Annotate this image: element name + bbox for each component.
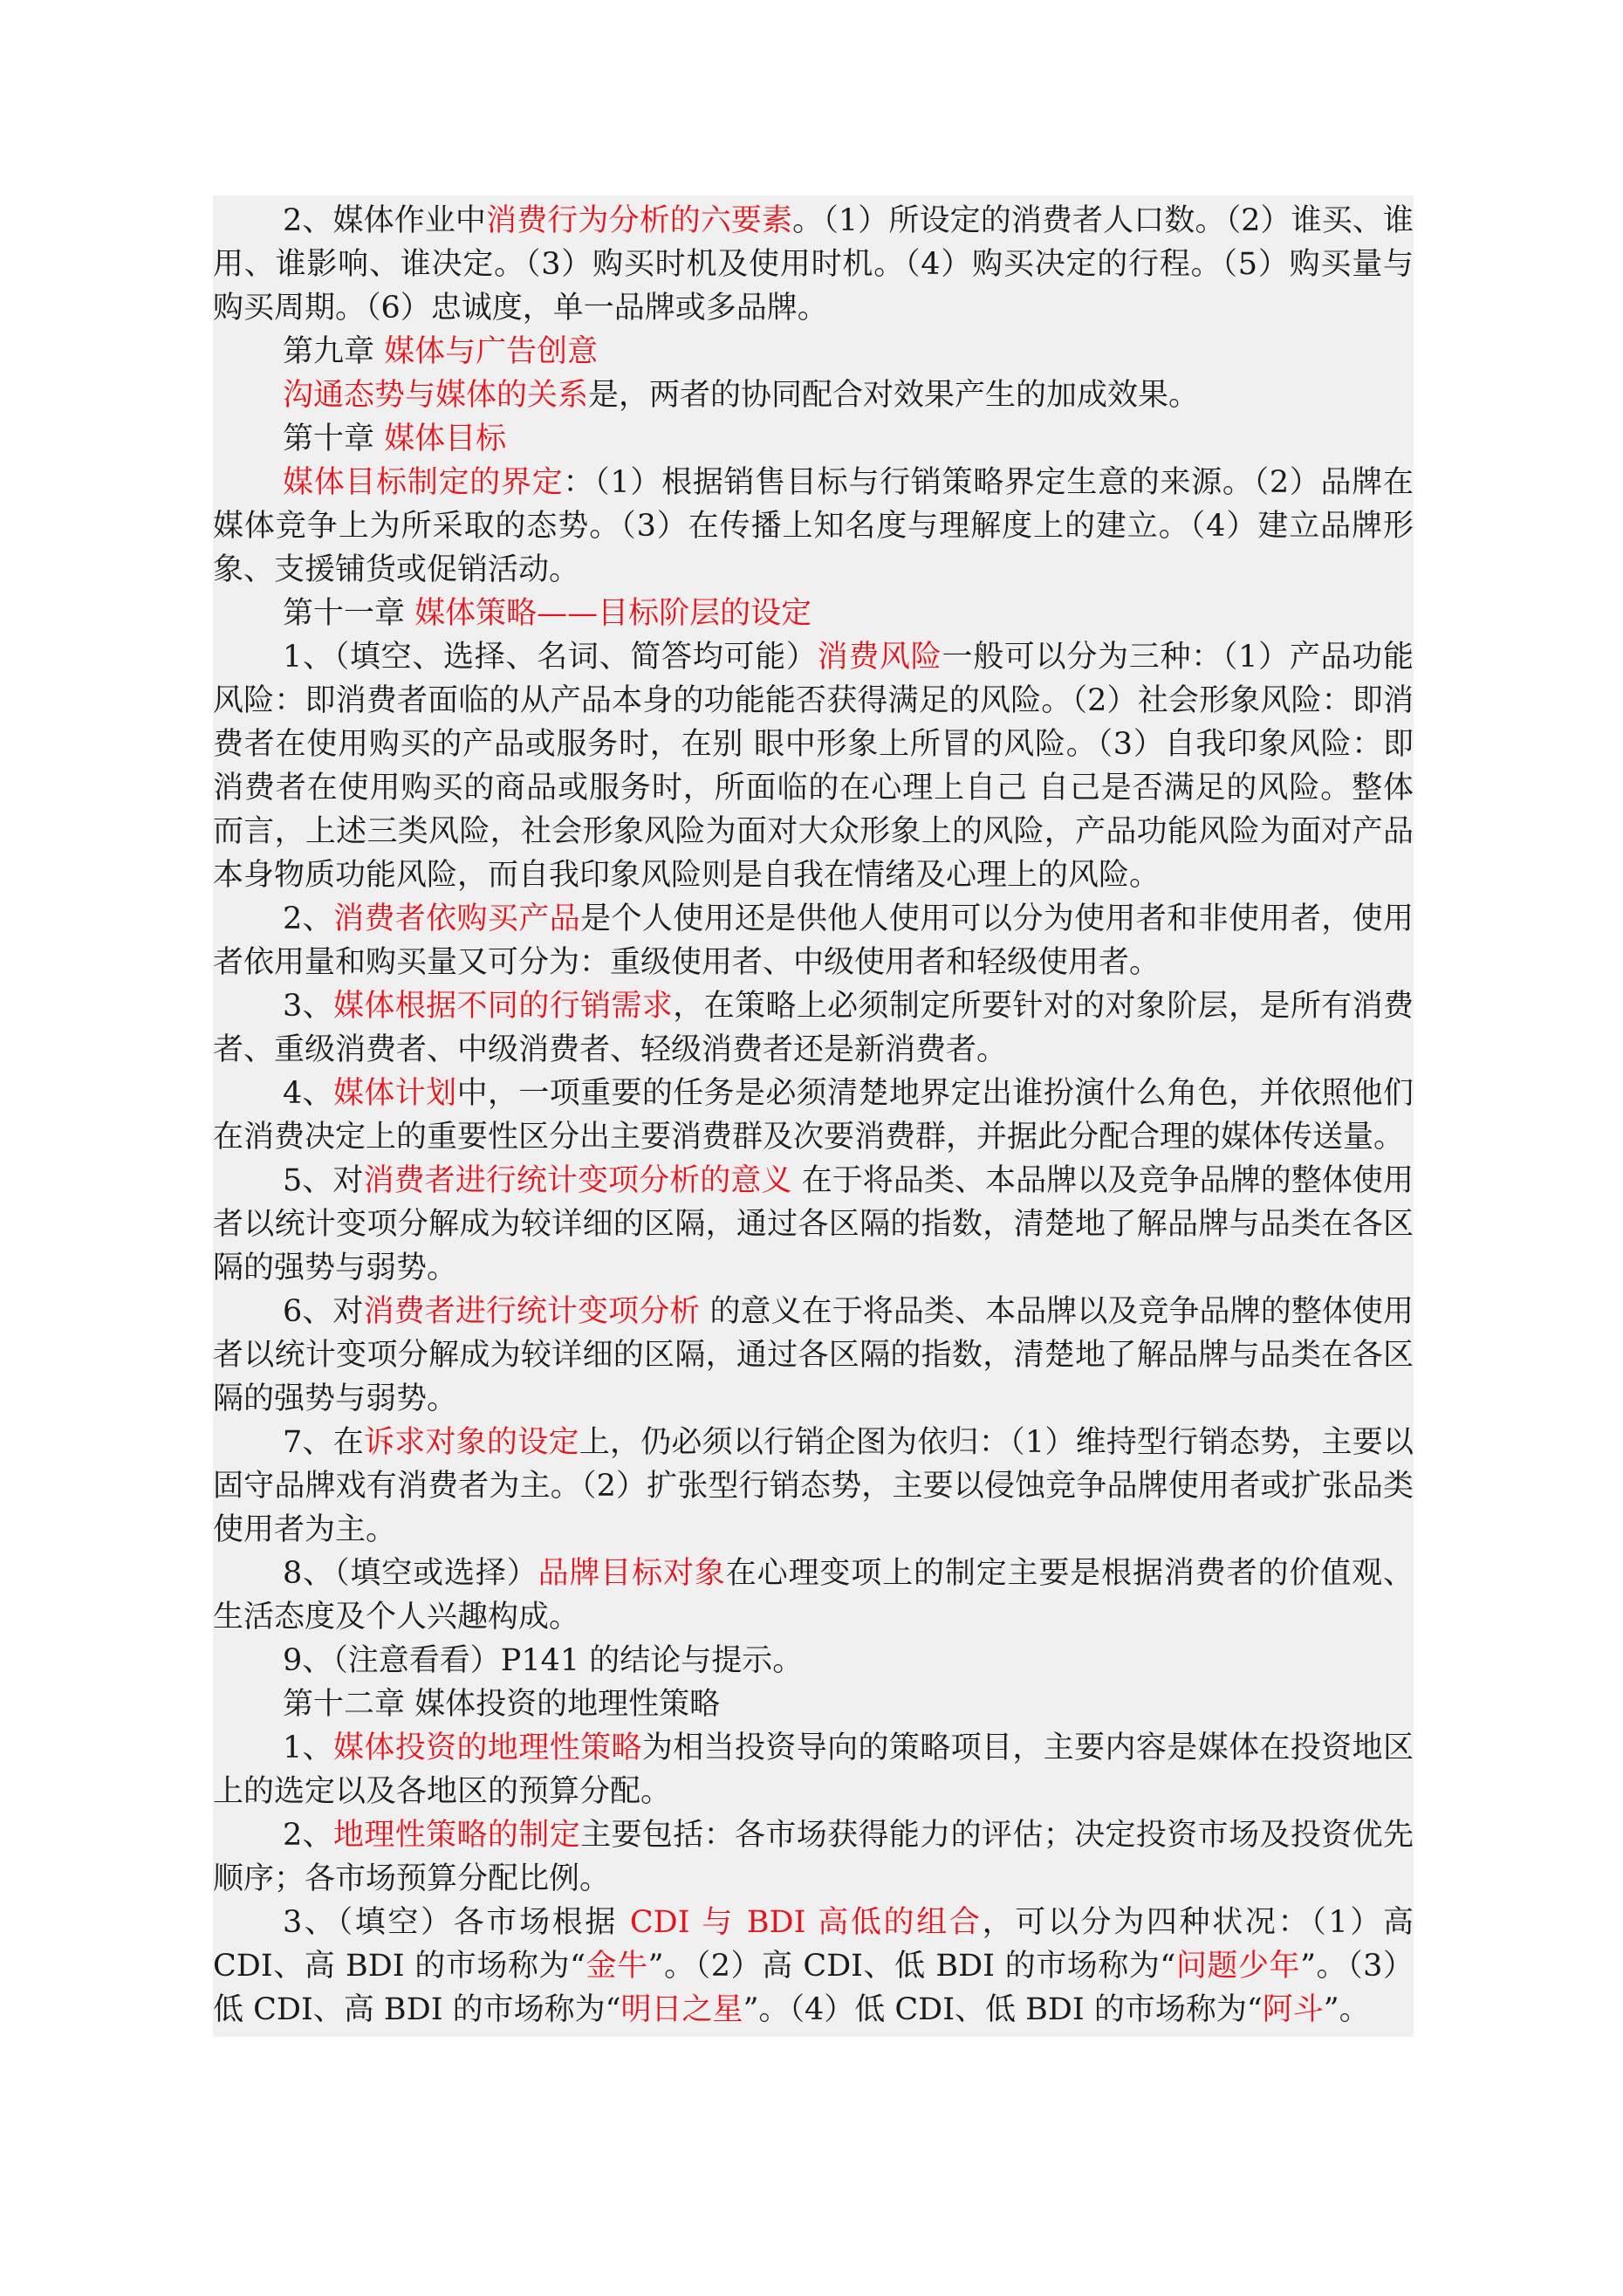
text-run: 一般可以分为三种：（1）产品功能风险：即消费者面临的从产品本身的功能能否获得满足的风险。（2）社会形象风险：即消费者在使用购买的产品或服务时，在别 眼中形象上所冒的风险。（3）自我印象风险：即消费者在使用购买的商品或服务时，所面临的在心理上自己 自己是否满足的风险。整体而言，上述三类风险，社会形象风险为面对大众形象上的风险，产品功能风险为面对产品本身物质功能风险，而自我印象风险则是自我在情绪及心理上的风险。 — [213, 640, 1414, 893]
highlight-run: 消费行为分析的六要素 — [486, 203, 793, 238]
highlight-run: 明日之星 — [620, 1992, 743, 2027]
paragraph — [213, 461, 1414, 592]
paragraph — [213, 635, 1414, 897]
highlight-run: 阿斗 — [1262, 1992, 1324, 2027]
text-run: 为相当投资导向的策略项目，主要内容是媒体在投资地区上的选定以及各地区的预算分配。 — [213, 1731, 1414, 1809]
paragraph — [213, 1639, 1414, 1683]
highlight-run: 沟通态势与媒体的关系 — [283, 378, 589, 413]
paragraph — [213, 199, 1414, 330]
document-body — [213, 195, 1414, 2037]
text-run: 2、媒体作业中 — [283, 203, 487, 238]
paragraph — [213, 1159, 1414, 1290]
paragraph — [213, 330, 1414, 374]
paragraph — [213, 1421, 1414, 1552]
paragraph — [213, 1552, 1414, 1639]
text-run: 中，一项重要的任务是必须清楚地界定出谁扮演什么角色，并依照他们在消费决定上的重要性区分出主要消费群及次要消费群，并据此分配合理的媒体传送量。 — [213, 1076, 1414, 1155]
text-run: ”。（3）低 CDI、高 BDI 的市场称为“ — [213, 1949, 1414, 2027]
text-run: 上，仍必须以行销企图为依归：（1）维持型行销态势，主要以固守品牌戏有消费者为主。（2）扩张型行销态势，主要以侵蚀竞争品牌使用者或扩张品类使用者为主。 — [213, 1425, 1414, 1547]
highlight-run: 媒体与广告创意 — [384, 334, 599, 369]
text-run: 第十章 — [283, 422, 385, 456]
text-run: 2、 — [283, 901, 334, 936]
highlight-run: 消费者依购买产品 — [333, 901, 581, 936]
text-run: 是个人使用还是供他人使用可以分为使用者和非使用者，使用者依用量和购买量又可分为：重级使用者、中级使用者和轻级使用者。 — [213, 901, 1414, 980]
highlight-run: 消费者进行统计变项分析的意义 — [363, 1163, 792, 1198]
text-run: 在心理变项上的制定主要是根据消费者的价值观、生活态度及个人兴趣构成。 — [213, 1556, 1414, 1635]
highlight-run: 地理性策略的制定 — [333, 1818, 581, 1853]
text-run: 是，两者的协同配合对效果产生的加成效果。 — [588, 378, 1200, 413]
highlight-run: 媒体投资的地理性策略 — [333, 1731, 642, 1765]
paragraph — [213, 1072, 1414, 1159]
text-run: 1、 — [283, 1731, 334, 1765]
text-run: 6、对 — [283, 1294, 364, 1329]
text-run: 5、对 — [283, 1163, 364, 1198]
highlight-run: CDI 与 BDI 高低的组合 — [629, 1905, 983, 1940]
text-run: ”。 — [1323, 1992, 1370, 2027]
paragraph — [213, 984, 1414, 1072]
paragraph — [213, 1683, 1414, 1726]
text-run: ，在策略上必须制定所要针对的对象阶层，是所有消费者、重级消费者、中级消费者、轻级消费者还是新消费者。 — [213, 989, 1414, 1067]
paragraph — [213, 592, 1414, 635]
highlight-run: 消费风险 — [817, 640, 942, 675]
text-run: 3、 — [283, 989, 334, 1024]
highlight-run: 消费者进行统计变项分析 — [363, 1294, 701, 1329]
highlight-run: 媒体策略——目标阶层的设定 — [414, 596, 812, 631]
paragraph — [213, 417, 1414, 461]
highlight-run: 媒体目标 — [384, 422, 507, 456]
highlight-run: 品牌目标对象 — [538, 1556, 726, 1591]
text-run: 第九章 — [283, 334, 385, 369]
highlight-run: 媒体根据不同的行销需求 — [333, 989, 674, 1024]
text-run: 主要包括：各市场获得能力的评估；决定投资市场及投资优先顺序；各市场预算分配比例。 — [213, 1818, 1414, 1896]
text-run: 的意义在于将品类、本品牌以及竞争品牌的整体使用者以统计变项分解成为较详细的区隔，通过各区隔的指数，清楚地了解品牌与品类在各区隔的强势与弱势。 — [213, 1294, 1414, 1416]
paragraph — [213, 897, 1414, 984]
paragraph — [213, 1290, 1414, 1421]
text-run: ”。（4）低 CDI、低 BDI 的市场称为“ — [743, 1992, 1263, 2027]
highlight-run: 金牛 — [585, 1949, 648, 1984]
highlight-run: 诉求对象的设定 — [364, 1425, 579, 1460]
highlight-run: 问题少年 — [1175, 1949, 1301, 1984]
text-run: 第十二章 媒体投资的地理性策略 — [283, 1687, 721, 1722]
text-run: 9、（注意看看）P141 的结论与提示。 — [283, 1643, 804, 1678]
text-run: 第十一章 — [283, 596, 415, 631]
text-run: 4、 — [283, 1076, 334, 1111]
text-run: 7、在 — [283, 1425, 364, 1460]
paragraph — [213, 1813, 1414, 1901]
text-run: 1、（填空、选择、名词、简答均可能） — [283, 640, 818, 675]
text-run: 在于将品类、本品牌以及竞争品牌的整体使用者以统计变项分解成为较详细的区隔，通过各区隔的指数，清楚地了解品牌与品类在各区隔的强势与弱势。 — [213, 1163, 1414, 1285]
text-run: 2、 — [283, 1818, 334, 1853]
text-run: 8、（填空或选择） — [283, 1556, 538, 1591]
text-run: ：（1）根据销售目标与行销策略界定生意的来源。（2）品牌在媒体竞争上为所采取的态势。（3）在传播上知名度与理解度上的建立。（4）建立品牌形象、支援铺货或促销活动。 — [213, 465, 1414, 587]
text-run: ”。（2）高 CDI、低 BDI 的市场称为“ — [647, 1949, 1176, 1984]
text-run: 。（1）所设定的消费者人口数。（2）谁买、谁用、谁影响、谁决定。（3）购买时机及使用时机。（4）购买决定的行程。（5）购买量与购买周期。（6）忠诚度，单一品牌或多品牌。 — [213, 203, 1414, 326]
paragraph — [213, 1726, 1414, 1813]
paragraph — [213, 374, 1414, 417]
highlight-run: 媒体目标制定的界定 — [283, 465, 564, 500]
text-run: 3、（填空）各市场根据 — [283, 1905, 630, 1940]
paragraph — [213, 1901, 1414, 2032]
highlight-run: 媒体计划 — [333, 1076, 457, 1111]
text-run: ，可以分为四种状况：（1）高 CDI、高 BDI 的市场称为“ — [213, 1905, 1414, 1984]
